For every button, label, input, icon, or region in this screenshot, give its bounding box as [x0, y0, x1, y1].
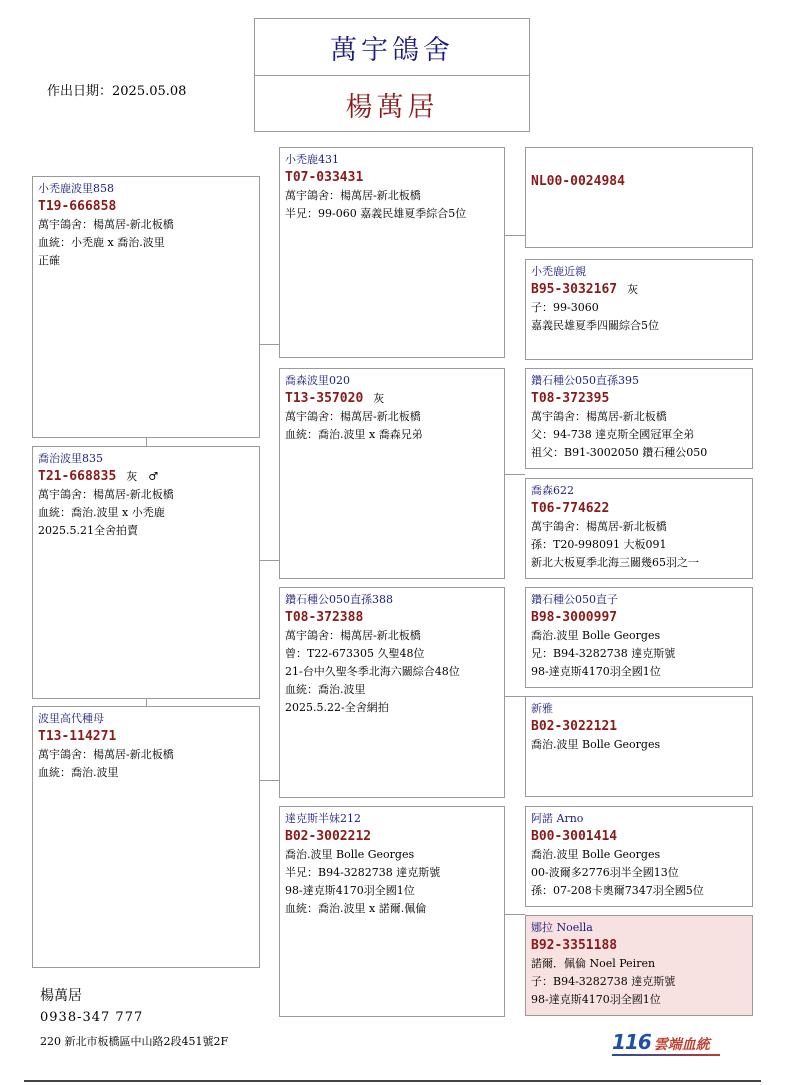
info-line: 正確 — [38, 254, 60, 267]
info-line: 00-波爾多2776羽半全國13位 — [531, 866, 679, 879]
info-line: 喬治.波里 Bolle Georges — [531, 848, 661, 861]
footer-address: 220 新北市板橋區中山路2段451號2F — [40, 1035, 229, 1048]
bottom-divider — [24, 1080, 761, 1082]
info-line: 血統：喬治.波里 — [38, 766, 119, 779]
info-line: 萬宇鴿舍：楊萬居-新北板橋 — [531, 410, 667, 423]
info-line: 祖父：B91-3002050 鑽石種公050 — [531, 446, 708, 459]
pedigree-gdds — [525, 806, 753, 907]
brand-logo — [612, 1030, 710, 1054]
issue-date: 作出日期：2025.05.08 — [47, 84, 187, 99]
pigeon-name: 喬森622 — [531, 484, 574, 497]
info-line: 血統：喬治.波里 x 喬森兄弟 — [285, 428, 423, 441]
logo-underline — [612, 1054, 720, 1056]
ring-extra: 灰 — [627, 283, 639, 296]
info-line: 血統：喬治.波里 x 小禿鹿 — [38, 506, 165, 519]
pedigree-sire-sire — [525, 147, 753, 248]
info-line: 血統：喬治.波里 x 諾爾.佩倫 — [285, 902, 427, 915]
pigeon-name: 鑽石種公050直孫388 — [285, 593, 393, 606]
pigeon-name: 娜拉 Noella — [531, 921, 593, 934]
ring-number: B02-3022121 — [531, 719, 618, 734]
info-line: 喬治.波里 Bolle Georges — [531, 629, 661, 642]
info-line: 98-達克斯4170羽全國1位 — [531, 993, 661, 1006]
connector — [260, 560, 279, 561]
ring-extra: 灰 ♂ — [126, 470, 159, 483]
info-line: 萬宇鴿舍：楊萬居-新北板橋 — [531, 520, 667, 533]
info-line: 98-達克斯4170羽全國1位 — [531, 665, 661, 678]
connector — [504, 914, 525, 915]
info-line: 萬宇鴿舍：楊萬居-新北板橋 — [285, 189, 421, 202]
connector — [504, 696, 525, 697]
ring-number: T21-668835 灰 ♂ — [38, 469, 159, 484]
pedigree-dss — [525, 368, 753, 469]
info-line: 萬宇鴿舍：楊萬居-新北板橋 — [285, 410, 421, 423]
pigeon-name: 達克斯半妹212 — [285, 812, 361, 825]
ring-number: B92-3351188 — [531, 938, 618, 953]
ring-number: T13-114271 — [38, 729, 117, 744]
ring-number: T07-033431 — [285, 170, 364, 185]
info-line: 21-台中久聖冬季北海六關綜合48位 — [285, 665, 460, 678]
owner-title: 楊萬居 — [345, 91, 439, 123]
info-line: 萬宇鴿舍：楊萬居-新北板橋 — [38, 218, 174, 231]
pigeon-name: 小禿鹿431 — [285, 153, 339, 166]
pigeon-name: 喬治波里835 — [38, 452, 103, 465]
info-line: 血統：喬治.波里 — [285, 683, 366, 696]
pigeon-name: 鑽石種公050直子 — [531, 593, 618, 606]
logo-text: 雲端血統 — [653, 1037, 710, 1053]
pedigree-granddam-dam — [279, 806, 505, 1017]
pigeon-name: 鑽石種公050直孫395 — [531, 374, 639, 387]
info-line: 2025.5.21全舍拍賣 — [38, 524, 138, 537]
pedigree-gddd — [525, 915, 753, 1016]
ring-number: T19-666858 — [38, 199, 117, 214]
info-line: 新北大板夏季北海三關幾65羽之一 — [531, 556, 699, 569]
ring-number: T13-357020 灰 — [285, 391, 385, 406]
info-line: 98-達克斯4170羽全國1位 — [285, 884, 415, 897]
info-line: 血統：小禿鹿 x 喬治.波里 — [38, 236, 165, 249]
loft-title: 萬宇鴿舍 — [255, 19, 529, 76]
connector — [504, 235, 525, 236]
connector — [260, 780, 279, 781]
ring-number: B02-3002212 — [285, 829, 372, 844]
pedigree-subject — [32, 176, 260, 438]
info-line: 萬宇鴿舍：楊萬居-新北板橋 — [38, 748, 174, 761]
info-line: 半兄：99-060 嘉義民雄夏季綜合5位 — [285, 207, 467, 220]
footer-phone: 0938-347 777 — [40, 1010, 144, 1025]
info-line: 兄：B94-3282738 達克斯號 — [531, 647, 676, 660]
info-line: 子：B94-3282738 達克斯號 — [531, 975, 676, 988]
pedigree-sire — [279, 147, 505, 358]
pigeon-name: 喬森波里020 — [285, 374, 350, 387]
pedigree-dam-sire — [279, 368, 505, 579]
pedigree-dsd — [525, 478, 753, 579]
info-line: 子：99-3060 — [531, 301, 599, 314]
info-line: 喬治.波里 Bolle Georges — [531, 738, 661, 751]
info-line: 曾：T22-673305 久聖48位 — [285, 647, 425, 660]
pedigree-dam-dam-sire — [279, 587, 505, 798]
info-line: 喬治.波里 Bolle Georges — [285, 848, 415, 861]
ring-number: T08-372388 — [285, 610, 364, 625]
header-title-box — [254, 18, 530, 132]
logo-number: 116 — [612, 1030, 651, 1054]
pigeon-name: 波里高代種母 — [38, 712, 104, 725]
ring-extra: 灰 — [373, 392, 385, 405]
pedigree-granddam — [32, 706, 260, 968]
ring-number: T08-372395 — [531, 391, 610, 406]
info-line: 萬宇鴿舍：楊萬居-新北板橋 — [285, 629, 421, 642]
ring-number: T06-774622 — [531, 501, 610, 516]
pedigree-sire-dam — [525, 259, 753, 360]
info-line: 孫：07-208卡奧爾7347羽全國5位 — [531, 884, 704, 897]
footer-owner-name: 楊萬居 — [40, 988, 82, 1004]
connector — [260, 344, 279, 345]
info-line: 嘉義民雄夏季四關綜合5位 — [531, 319, 659, 332]
info-line: 諾爾．佩倫 Noel Peiren — [531, 957, 656, 970]
info-line: 孫：T20-998091 大板091 — [531, 538, 667, 551]
pigeon-name: 小禿鹿近親 — [531, 265, 586, 278]
ring-number: B00-3001414 — [531, 829, 618, 844]
ring-number: B95-3032167 灰 — [531, 282, 639, 297]
ring-number: B98-3000997 — [531, 610, 618, 625]
info-line: 2025.5.22-全舍網拍 — [285, 701, 389, 714]
pigeon-name: 阿諾 Arno — [531, 812, 584, 825]
info-line: 父：94-738 達克斯全國冠軍全弟 — [531, 428, 695, 441]
info-line: 萬宇鴿舍：楊萬居-新北板橋 — [38, 488, 174, 501]
connector — [504, 474, 525, 475]
pedigree-ddsd — [525, 696, 753, 797]
pedigree-dam — [32, 446, 260, 699]
info-line: 半兄：B94-3282738 達克斯號 — [285, 866, 441, 879]
pigeon-name: 小禿鹿波里858 — [38, 182, 114, 195]
ring-number: NL00-0024984 — [531, 174, 625, 189]
pigeon-name: 新雅 — [531, 702, 553, 715]
pedigree-ddss — [525, 587, 753, 688]
